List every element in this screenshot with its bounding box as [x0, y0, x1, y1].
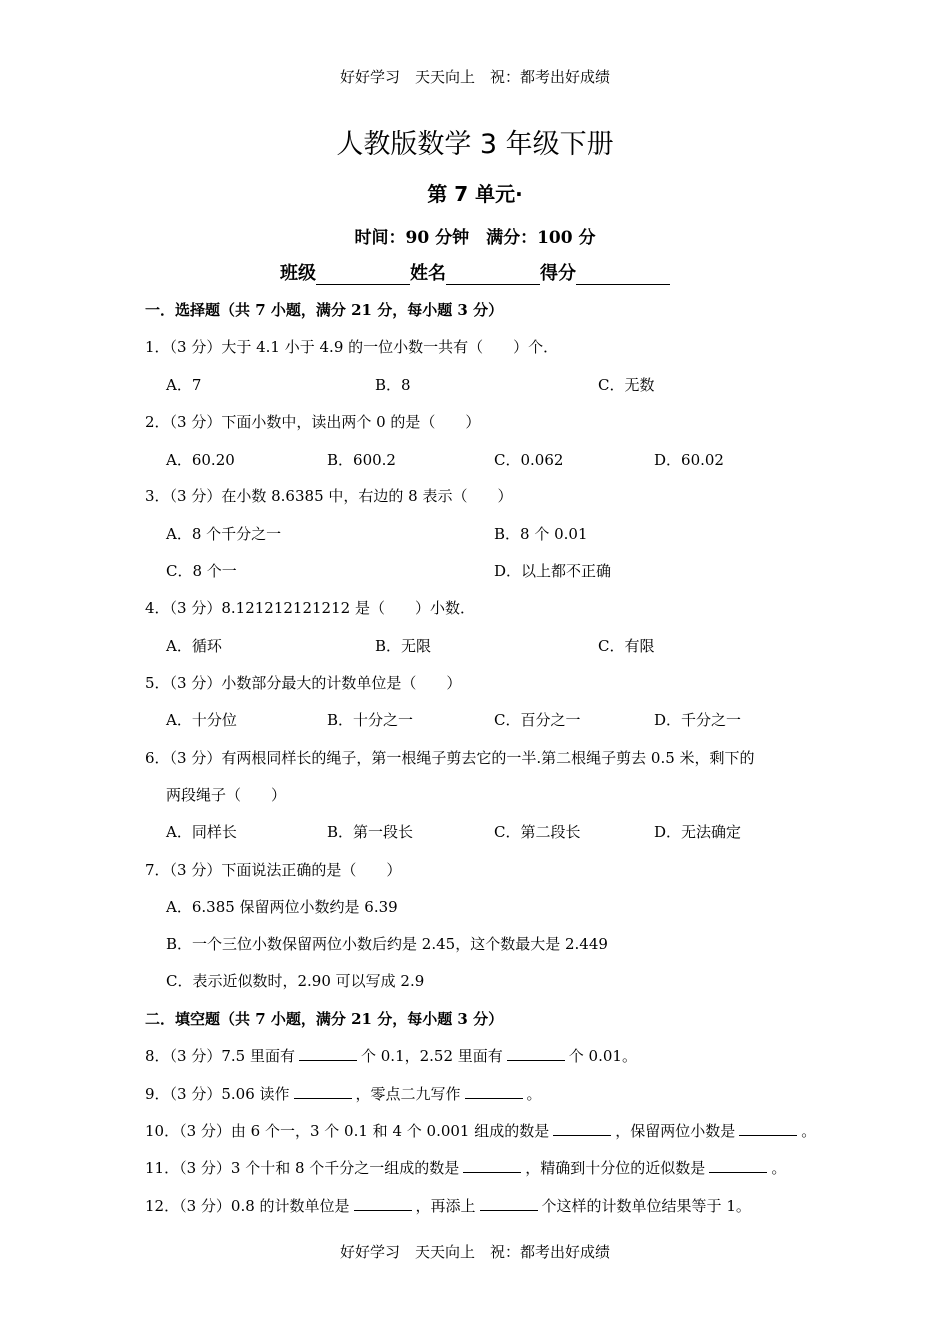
- score-blank[interactable]: [576, 266, 670, 285]
- q11-text-3: 。: [771, 1159, 787, 1177]
- q7-option-a: A．6.385 保留两位小数约是 6.39: [166, 898, 398, 916]
- q3-option-c: C．8 个一: [166, 562, 237, 580]
- q8-text-2: 个 0.1，2.52 里面有: [360, 1047, 503, 1065]
- q12-text-1: 12．（3 分）0.8 的计数单位是: [145, 1197, 350, 1215]
- question-5: 5．（3 分）小数部分最大的计数单位是（ ）: [145, 674, 462, 692]
- q8-text-3: 个 0.01。: [568, 1047, 637, 1065]
- q6-option-c: C．第二段长: [494, 823, 581, 841]
- q5-option-a: A．十分位: [166, 711, 237, 729]
- q11-blank-1[interactable]: [463, 1158, 521, 1173]
- q9-text-2: ，零点二九写作: [355, 1085, 461, 1103]
- q2-option-a: A．60.20: [166, 451, 235, 469]
- q7-option-b: B．一个三位小数保留两位小数后约是 2.45，这个数最大是 2.449: [166, 935, 608, 953]
- q9-blank-2[interactable]: [465, 1084, 523, 1099]
- class-blank[interactable]: [316, 266, 410, 285]
- q7-option-c: C．表示近似数时，2.90 可以写成 2.9: [166, 972, 425, 990]
- q1-option-b: B．8: [375, 376, 411, 394]
- question-6-continued: 两段绳子（ ）: [166, 786, 287, 804]
- page-header: 好好学习 天天向上 祝：都考出好成绩: [339, 68, 610, 86]
- question-8: [145, 1045, 637, 1066]
- question-11: [145, 1157, 786, 1178]
- question-4: 4．（3 分）8.121212121212 是（ ）小数．: [145, 599, 475, 617]
- q6-option-a: A．同样长: [166, 823, 237, 841]
- question-2: 2．（3 分）下面小数中，读出两个 0 的是（ ）: [145, 413, 481, 431]
- q1-option-a: A．7: [166, 376, 202, 394]
- time-score-info: 时间：90 分钟 满分：100 分: [354, 228, 596, 248]
- q11-blank-2[interactable]: [709, 1158, 767, 1173]
- page-footer: 好好学习 天天向上 祝：都考出好成绩: [339, 1243, 610, 1261]
- q9-text-3: 。: [526, 1085, 542, 1103]
- name-blank[interactable]: [446, 266, 540, 285]
- q12-text-2: ，再添上: [415, 1197, 476, 1215]
- q3-option-b: B．8 个 0.01: [494, 525, 588, 543]
- q11-text-2: ，精确到十分位的近似数是: [525, 1159, 706, 1177]
- q4-option-b: B．无限: [375, 637, 432, 655]
- question-3: 3．（3 分）在小数 8.6385 中，右边的 8 表示（ ）: [145, 487, 513, 505]
- q4-option-c: C．有限: [598, 637, 655, 655]
- q8-blank-2[interactable]: [507, 1046, 565, 1061]
- q8-blank-1[interactable]: [299, 1046, 357, 1061]
- q12-blank-1[interactable]: [354, 1196, 412, 1211]
- unit-subtitle: 第 7 单元·: [427, 182, 523, 206]
- name-label: 姓名: [410, 263, 446, 284]
- q1-option-c: C．无数: [598, 376, 655, 394]
- q10-text-1: 10．（3 分）由 6 个一，3 个 0.1 和 4 个 0.001 组成的数是: [145, 1122, 550, 1140]
- question-6: 6．（3 分）有两根同样长的绳子，第一根绳子剪去它的一半.第二根绳子剪去 0.5 米，剩下的: [145, 749, 755, 767]
- q10-blank-2[interactable]: [739, 1121, 797, 1136]
- question-9: [145, 1083, 542, 1104]
- student-info-line: [0, 259, 950, 285]
- q6-option-b: B．第一段长: [327, 823, 414, 841]
- q2-option-d: D．60.02: [654, 451, 724, 469]
- q8-text-1: 8．（3 分）7.5 里面有: [145, 1047, 295, 1065]
- q10-text-2: ，保留两位小数是: [615, 1122, 736, 1140]
- q4-option-a: A．循环: [166, 637, 222, 655]
- question-7: 7．（3 分）下面说法正确的是（ ）: [145, 861, 402, 879]
- question-12: [145, 1195, 751, 1216]
- q3-option-a: A．8 个千分之一: [166, 525, 282, 543]
- section-fill-heading: 二．填空题（共 7 小题，满分 21 分，每小题 3 分）: [145, 1010, 504, 1028]
- question-10: [145, 1120, 816, 1141]
- q6-option-d: D．无法确定: [654, 823, 742, 841]
- q2-option-b: B．600.2: [327, 451, 396, 469]
- q10-blank-1[interactable]: [553, 1121, 611, 1136]
- q2-option-c: C．0.062: [494, 451, 564, 469]
- q5-option-c: C．百分之一: [494, 711, 581, 729]
- q10-text-3: 。: [801, 1122, 817, 1140]
- page-title: 人教版数学 3 年级下册: [336, 129, 614, 160]
- question-1: 1．（3 分）大于 4.1 小于 4.9 的一位小数一共有（ ）个．: [145, 338, 559, 356]
- score-label: 得分: [540, 263, 576, 284]
- q11-text-1: 11．（3 分）3 个十和 8 个千分之一组成的数是: [145, 1159, 460, 1177]
- section-choice-heading: 一．选择题（共 7 小题，满分 21 分，每小题 3 分）: [145, 301, 504, 319]
- q3-option-d: D．以上都不正确: [494, 562, 612, 580]
- q12-blank-2[interactable]: [480, 1196, 538, 1211]
- class-label: 班级: [280, 263, 316, 284]
- q9-text-1: 9．（3 分）5.06 读作: [145, 1085, 290, 1103]
- q12-text-3: 个这样的计数单位结果等于 1。: [541, 1197, 751, 1215]
- q5-option-b: B．十分之一: [327, 711, 414, 729]
- q9-blank-1[interactable]: [294, 1084, 352, 1099]
- q5-option-d: D．千分之一: [654, 711, 742, 729]
